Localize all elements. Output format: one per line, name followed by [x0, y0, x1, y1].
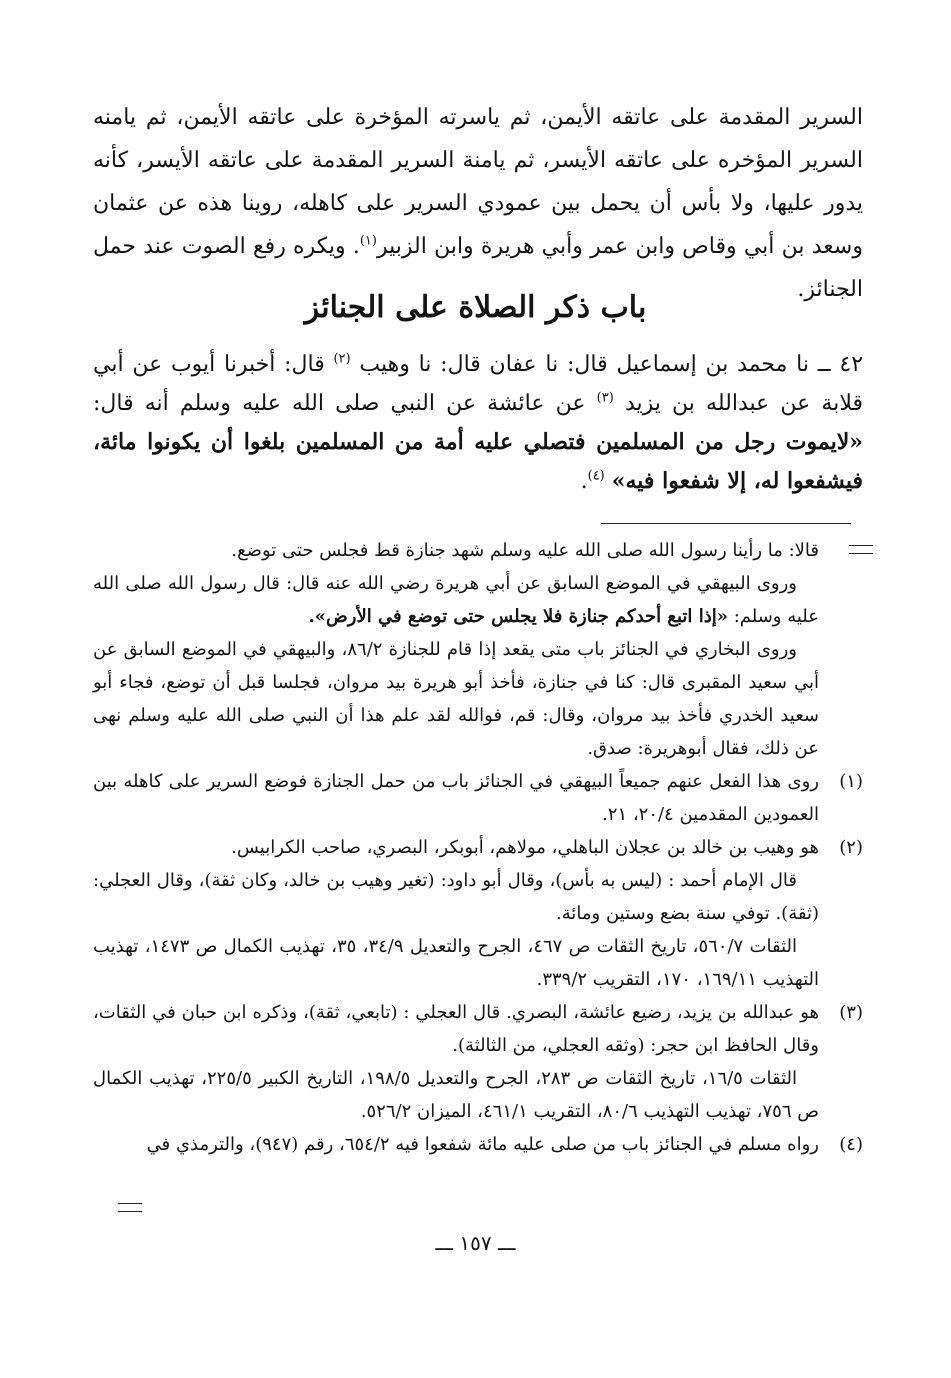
hadith-paragraph — [93, 345, 863, 501]
hadith-matn: «لايموت رجل من المسلمين فتصلي عليه أمة من المسلمين بلغوا أن يكونوا مائة، فيشفعوا له، إلا شفعوا فيه» — [93, 429, 863, 494]
footnote-paragraph: رواه مسلم في الجنائز باب من صلى عليه مائة شفعوا فيه ٦٥٤/٢، رقم (٩٤٧)، والترمذي في — [146, 1134, 819, 1155]
hadith-isnad-2: قال: أخبرنا أيوب عن أبي قلابة عن عبدالله بن يزيد — [93, 352, 863, 416]
footnote-body — [93, 765, 819, 831]
footnote-paragraph: قال الإمام أحمد : (ليس به بأس)، وقال أبو داود: (تغير وهيب بن خالد، وكان ثقة)، وقال العجلي: (ثقة). توفي سنة بضع وستين ومائة. — [93, 870, 819, 924]
footnote-ref-2[interactable]: (٢) — [333, 351, 351, 367]
section-heading: باب ذكر الصلاة على الجنائز — [304, 290, 647, 325]
footnote-paragraph: هو عبدالله بن يزيد، رضيع عائشة، البصري. قال العجلي : (تابعي، ثقة)، وذكره ابن حبان في الثقات، وقال الحافظ ابن حجر: (وثقه العجلي، من الثالثة). — [93, 1002, 819, 1056]
main-text-block — [93, 96, 863, 311]
footnote-paragraph: الثقات ٥٦٠/٧، تاريخ الثقات ص ٤٦٧، الجرح والتعديل ٣٤/٩، ٣٥، تهذيب الكمال ص ١٤٧٣، تهذيب التهذيب ١٦٩/١١، ١٧٠، التقريب ٣٣٩/٢. — [93, 936, 819, 990]
footnote-ref-1[interactable]: (١) — [359, 233, 377, 249]
hadith-isnad-3: عن عائشة عن النبي صلى الله عليه وسلم أنه قال: — [93, 391, 597, 416]
continuation-quote: «إذا اتبع أحدكم جنازة فلا يجلس حتى توضع في الأرض». — [308, 606, 728, 627]
page-number: ـــ ١٥٧ ـــ — [435, 1231, 516, 1255]
continuation-line: قالا: ما رأينا رسول الله صلى الله عليه وسلم شهد جنازة قط فجلس حتى توضع. — [231, 540, 819, 561]
footnote-number: (٣) — [839, 1002, 863, 1023]
footnote-item — [93, 765, 863, 831]
continuation-line — [93, 567, 819, 633]
hadith-isnad-1: ٤٢ ــ نا محمد بن إسماعيل قال: نا عفان قال: نا وهيب — [359, 352, 864, 377]
footnotes-section — [93, 534, 863, 1161]
footnote-paragraph: الثقات ١٦/٥، تاريخ الثقات ص ٢٨٣، الجرح والتعديل ١٩٨/٥، التاريخ الكبير ٢٢٥/٥، تهذيب الكمال ص ٧٥٦، تهذيب التهذيب ٨٠/٦، التقريب ٤٦١/١، الميزان ٥٢٦/٢. — [93, 1068, 819, 1122]
footnote-item — [93, 1128, 863, 1161]
footnote-paragraph: هو وهيب بن خالد بن عجلان الباهلي، مولاهم، أبوبكر، البصري، صاحب الكرابيس. — [231, 837, 819, 858]
footnote-body — [93, 831, 819, 996]
footnote-continuation — [93, 534, 819, 765]
footnote-item — [93, 996, 863, 1128]
body-paragraph-end: . ويكره رفع الصوت عند حمل الجنائز. — [93, 234, 863, 302]
footnote-number: (٤) — [839, 1134, 863, 1155]
footnote-divider — [601, 523, 851, 524]
footnote-number: (٢) — [839, 837, 863, 858]
footnote-body — [93, 996, 819, 1128]
footnote-number: (١) — [839, 771, 863, 792]
body-paragraph-text: السرير المقدمة على عاتقه الأيمن، ثم ياسرته المؤخرة على عاتقه الأيمن، ثم يامنه السرير المؤخره على عاتقه الأيسر، ثم يامنة السرير المقدمة على عاتقه الأيسر، كأنه يدور عليها، ولا بأس أن يحمل بين عمودي السرير على كاهله، روينا هذه عن عثمان وسعد بن أبي وقاص وابن عمر وأبي هريرة وابن الزبير — [93, 105, 863, 259]
footnote-item — [93, 831, 863, 996]
footnote-paragraph: روى هذا الفعل عنهم جميعاً البيهقي في الجنائز باب من حمل الجنازة فوضع السرير على كاهله بين العمودين المقدمين ٢٠/٤، ٢١. — [93, 771, 819, 825]
footnote-ref-4[interactable]: (٤) — [587, 468, 605, 484]
footnote-body — [93, 1128, 819, 1161]
hadith-block — [93, 345, 863, 501]
continuation-text: وروى البيهقي في الموضع السابق عن أبي هريرة رضي الله عنه قال: قال رسول الله صلى الله عليه وسلم: — [93, 573, 819, 627]
continuation-line: وروى البخاري في الجنائز باب متى يقعد إذا قام للجنازة ٨٦/٢، والبيهقي في الموضع السابق عن أبي سعيد المقبرى قال: كنا في جنازة، فأخذ أبو هريرة بيد مروان، فجلسا قبل أن توضع، فجاء أبو سعيد الخدري فأخذ بيد مروان، وقال: قم، فوالله لقد علم هذا أن النبي صلى الله عليه وسلم نهى عن ذلك، فقال أبوهريرة: صدق. — [93, 639, 819, 759]
footnote-ref-3[interactable]: (٣) — [596, 390, 614, 406]
hadith-end: . — [580, 469, 588, 494]
continuation-mark-bottom — [118, 1203, 142, 1212]
body-paragraph — [93, 96, 863, 311]
